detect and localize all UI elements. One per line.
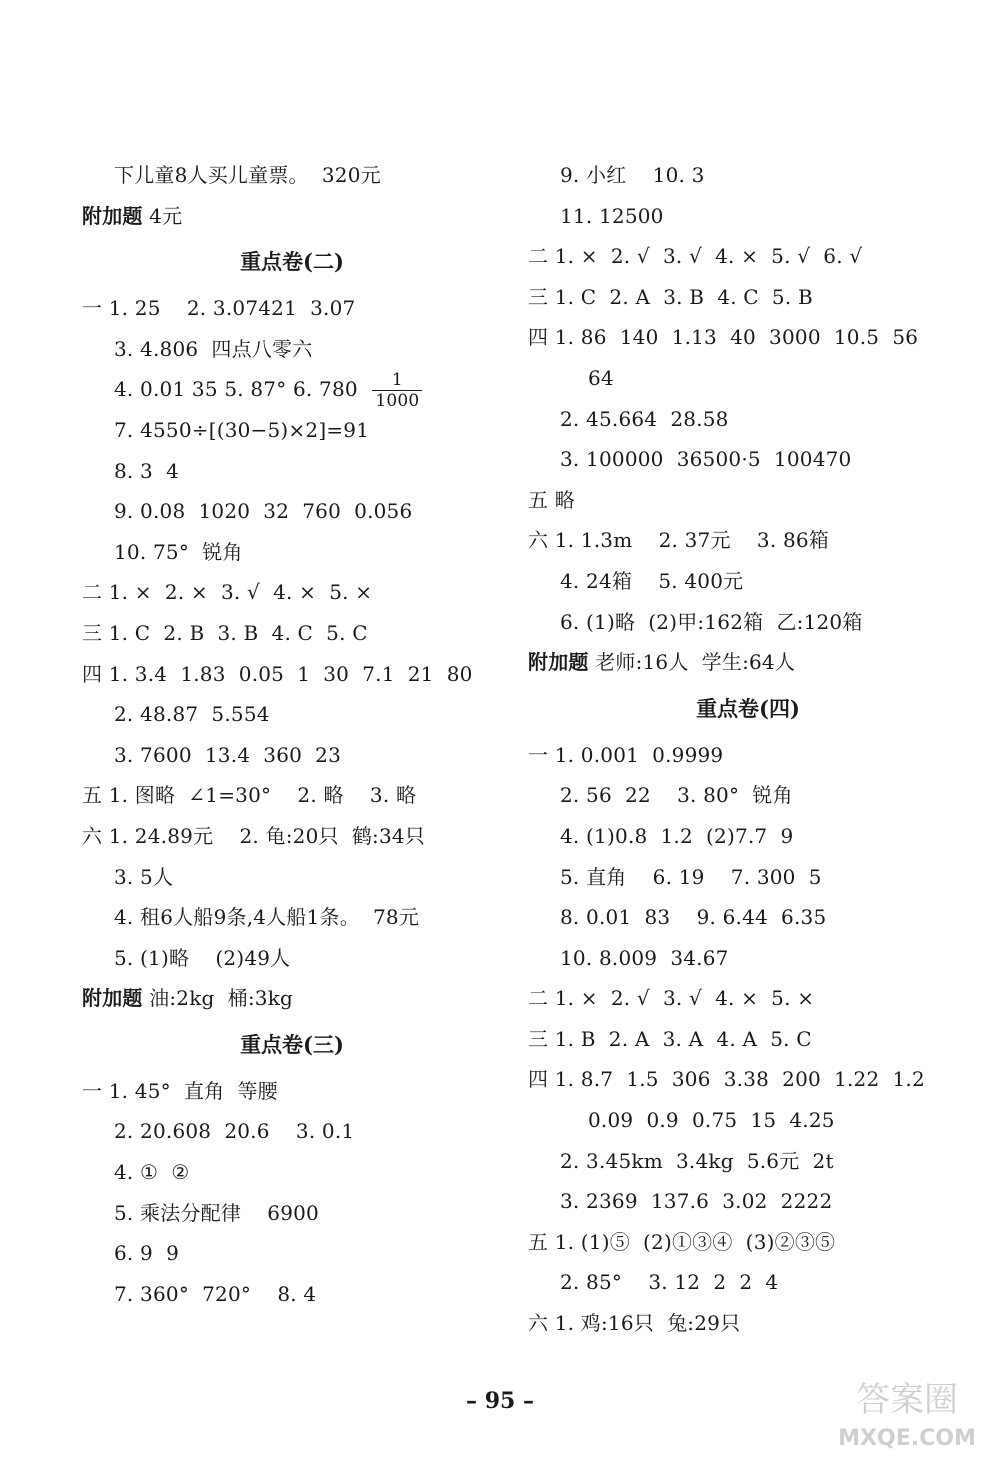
answer-text: 4元 — [149, 203, 183, 228]
answer-line — [82, 532, 502, 573]
answer-text: 2. 48.87 5.554 — [114, 702, 270, 727]
answer-line — [82, 694, 502, 735]
bonus-label: 附加题 — [528, 650, 589, 675]
fraction-denominator: 1000 — [375, 391, 420, 412]
answer-line — [82, 897, 502, 938]
answer-line — [82, 938, 502, 979]
answer-line — [82, 1111, 502, 1152]
answer-text: 一 1. 0.001 0.9999 — [528, 742, 724, 767]
answer-text: 7. 360° 720° 8. 4 — [114, 1281, 317, 1306]
answer-line — [82, 329, 502, 370]
watermark-url: MXQE.COM — [838, 1426, 976, 1451]
answer-text: 二 1. × 2. √ 3. √ 4. × 5. × — [528, 986, 815, 1011]
answer-text: 2. 56 22 3. 80° 锐角 — [560, 783, 793, 808]
answer-line — [82, 1274, 502, 1315]
answer-text: 11. 12500 — [560, 203, 664, 228]
answer-line — [528, 561, 968, 602]
answer-line — [528, 775, 968, 816]
answer-text: 五 1. (1)⑤ (2)①③④ (3)②③⑤ — [528, 1229, 836, 1254]
answer-text: 4. (1)0.8 1.2 (2)7.7 9 — [560, 823, 794, 848]
right-column — [528, 155, 968, 1344]
answer-line — [528, 277, 968, 318]
answer-line — [528, 857, 968, 898]
answer-line — [528, 155, 968, 196]
answer-line — [528, 1303, 968, 1344]
right-block-1 — [528, 155, 968, 683]
answer-text: 四 1. 8.7 1.5 306 3.38 200 1.22 1.2 — [528, 1067, 925, 1092]
answer-line — [82, 613, 502, 654]
answer-line — [82, 288, 502, 329]
watermark-logo — [832, 1367, 982, 1455]
answer-text: 3. 5人 — [114, 864, 174, 889]
answer-line — [528, 399, 968, 440]
answer-text: 四 1. 86 140 1.13 40 3000 10.5 56 — [528, 325, 919, 350]
answer-text: 五 1. 图略 ∠1=30° 2. 略 3. 略 — [82, 783, 417, 808]
answer-text: 2. 3.45km 3.4kg 5.6元 2t — [560, 1148, 834, 1173]
answer-text: 一 1. 45° 直角 等腰 — [82, 1078, 278, 1103]
answer-text: 9. 小红 10. 3 — [560, 163, 705, 187]
bonus-label: 附加题 — [82, 986, 143, 1011]
answer-text: 三 1. C 2. B 3. B 4. C 5. C — [82, 620, 368, 645]
answer-text: 六 1. 24.89元 2. 龟:20只 鹤:34只 — [82, 823, 426, 848]
fraction-numerator: 1 — [372, 370, 422, 391]
answer-text: 2. 45.664 28.58 — [560, 406, 729, 431]
answer-line — [82, 735, 502, 776]
fraction-line-prefix: 4. 0.01 35 5. 87° 6. 780 — [114, 377, 358, 402]
left-block-2b — [82, 410, 502, 1019]
answer-line — [528, 938, 968, 979]
answer-line — [528, 642, 968, 683]
answer-text: 3. 2369 137.6 3.02 2222 — [560, 1189, 833, 1214]
answer-text: 6. (1)略 (2)甲:162箱 乙:120箱 — [560, 609, 863, 634]
answer-text: 二 1. × 2. √ 3. √ 4. × 5. √ 6. √ — [528, 244, 863, 269]
answer-line — [528, 1059, 968, 1100]
answer-line — [528, 196, 968, 237]
answer-line — [82, 196, 502, 237]
answer-line — [528, 480, 968, 521]
answer-line — [528, 978, 968, 1019]
left-block-1 — [82, 155, 502, 236]
answer-line — [82, 572, 502, 613]
section-heading-3: 重点卷(三) — [240, 1031, 344, 1057]
bonus-label: 附加题 — [82, 203, 143, 228]
answer-line — [528, 1019, 968, 1060]
answer-text: 老师:16人 学生:64人 — [595, 650, 796, 675]
answer-text: 五 略 — [528, 487, 575, 512]
answer-text: 2. 85° 3. 12 2 2 4 — [560, 1270, 779, 1295]
answer-text: 3. 7600 13.4 360 23 — [114, 742, 342, 767]
answer-line — [82, 1071, 502, 1112]
answer-text: 5. (1)略 (2)49人 — [114, 945, 291, 970]
answer-text: 三 1. C 2. A 3. B 4. C 5. B — [528, 284, 813, 309]
answer-line — [82, 451, 502, 492]
answer-text: 六 1. 鸡:16只 兔:29只 — [528, 1311, 741, 1336]
answer-line — [528, 358, 968, 399]
answer-text: 4. 24箱 5. 400元 — [560, 568, 744, 593]
answer-line — [82, 1193, 502, 1234]
answer-text: 一 1. 25 2. 3.07421 3.07 — [82, 296, 356, 321]
answer-line — [528, 1262, 968, 1303]
answer-line — [82, 654, 502, 695]
answer-line — [528, 1181, 968, 1222]
answer-text: 6. 9 9 — [114, 1241, 180, 1266]
answer-line — [82, 816, 502, 857]
answer-text: 8. 3 4 — [114, 458, 180, 483]
fraction-answer-line — [82, 369, 502, 410]
answer-line — [528, 236, 968, 277]
answer-text: 二 1. × 2. × 3. √ 4. × 5. × — [82, 580, 373, 605]
answer-line — [82, 775, 502, 816]
answer-line — [528, 897, 968, 938]
answer-text: 三 1. B 2. A 3. A 4. A 5. C — [528, 1026, 812, 1051]
answer-line — [528, 1100, 968, 1141]
answer-line — [528, 1222, 968, 1263]
answer-line — [528, 602, 968, 643]
answer-line — [528, 735, 968, 776]
answer-line — [82, 1152, 502, 1193]
answer-text: 5. 乘法分配律 6900 — [114, 1200, 319, 1225]
answer-text: 4. 租6人船9条,4人船1条。 78元 — [114, 905, 420, 930]
answer-text: 64 — [588, 365, 614, 390]
answer-text: 3. 100000 36500·5 100470 — [560, 447, 852, 472]
answer-text: 10. 75° 锐角 — [114, 539, 243, 564]
answer-line — [82, 857, 502, 898]
left-column — [82, 155, 502, 1314]
answer-line — [82, 978, 502, 1019]
answer-line — [528, 317, 968, 358]
answer-text: 8. 0.01 83 9. 6.44 6.35 — [560, 905, 827, 930]
answer-line — [528, 1141, 968, 1182]
section-heading-4: 重点卷(四) — [696, 695, 800, 721]
watermark-text: 答案圈 — [856, 1380, 958, 1420]
answer-text: 5. 直角 6. 19 7. 300 5 — [560, 864, 822, 889]
answer-text: 油:2kg 桶:3kg — [149, 986, 294, 1011]
section-heading-2: 重点卷(二) — [240, 249, 344, 275]
answer-line — [82, 1233, 502, 1274]
answer-text: 2. 20.608 20.6 3. 0.1 — [114, 1119, 355, 1144]
answer-text: 六 1. 1.3m 2. 37元 3. 86箱 — [528, 528, 830, 553]
answer-text: 0.09 0.9 0.75 15 4.25 — [588, 1108, 835, 1133]
answer-text: 7. 4550÷[(30−5)×2]=91 — [114, 417, 370, 442]
page-number: – 95 – — [466, 1388, 534, 1414]
answer-line — [82, 491, 502, 532]
answer-line — [82, 410, 502, 451]
left-block-2a — [82, 288, 502, 369]
answer-line — [528, 439, 968, 480]
answer-text: 3. 4.806 四点八零六 — [114, 336, 313, 361]
answer-line — [528, 520, 968, 561]
answer-text: 四 1. 3.4 1.83 0.05 1 30 7.1 21 80 — [82, 661, 473, 686]
fraction — [372, 370, 422, 411]
right-block-4 — [528, 735, 968, 1344]
left-block-3 — [82, 1071, 502, 1315]
answer-line — [528, 816, 968, 857]
answer-text: 9. 0.08 1020 32 760 0.056 — [114, 499, 413, 524]
answer-text: 下儿童8人买儿童票。 320元 — [114, 163, 381, 187]
answer-text: 4. ① ② — [114, 1160, 190, 1185]
answer-text: 10. 8.009 34.67 — [560, 945, 729, 970]
answer-line — [82, 155, 502, 196]
